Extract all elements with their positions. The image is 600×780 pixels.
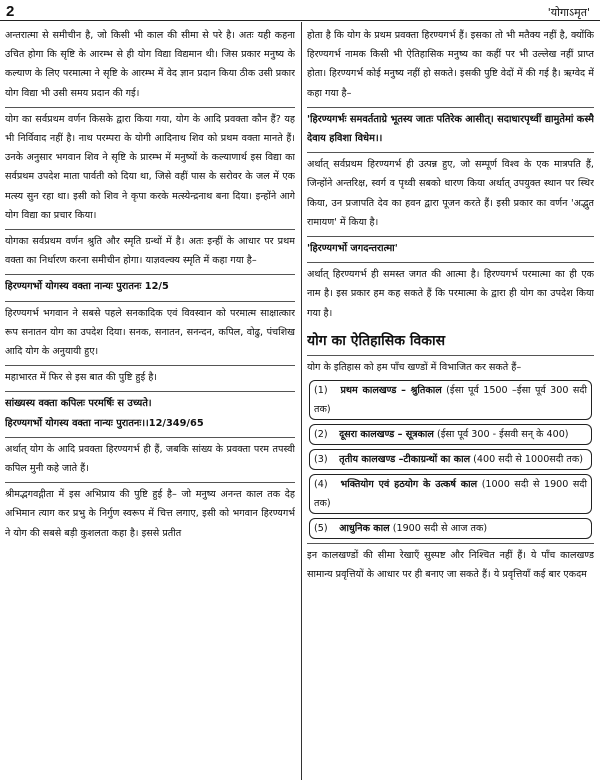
divider	[5, 301, 295, 302]
column-divider	[301, 22, 302, 780]
right-column	[307, 26, 594, 778]
period-number: (2)	[314, 429, 328, 441]
sanskrit-quote: हिरण्यगर्भो योगस्य वक्ता नान्यः पुरातनः 12/5	[5, 281, 169, 293]
period-item	[309, 424, 592, 445]
divider	[307, 543, 594, 544]
divider	[5, 391, 295, 392]
page-number: 2	[6, 3, 15, 20]
sanskrit-quote: 'हिरण्यगर्भो जगदन्तरात्मा'	[307, 243, 398, 255]
period-number: (4)	[314, 479, 328, 491]
period-name: तृतीय कालखण्ड –टीकाग्रन्थों का काल	[339, 454, 471, 466]
divider	[5, 274, 295, 275]
divider	[307, 236, 594, 237]
period-item	[309, 518, 592, 539]
paragraph: श्रीमद्भगवद्गीता में इस अभिप्राय की पुष्टि हुई है– जो मनुष्य अनन्त काल तक देह अभिमान त्याग कर प्रभु के निर्गुण स्वरूप में चित्त लगाए, इसी को भगवान हिरण्यगर्भ ने योग की सबसे बड़ी कुशलता कहा है। इससे प्रतीत	[5, 489, 295, 539]
paragraph: योगका सर्वप्रथम वर्णन श्रुति और स्मृति ग्रन्थों में है। अतः इन्हीं के आधार पर प्रथम वक्ता का निर्धारण करना समीचीन होगा। याज्ञवल्क्य स्मृति में कहा गया है–	[5, 236, 295, 267]
divider	[5, 229, 295, 230]
paragraph: योग का सर्वप्रथम वर्णन किसके द्वारा किया गया, योग के आदि प्रवक्ता कौन हैं? यह भी निर्विवाद नहीं है। नाथ परम्परा के योगी आदिनाथ शिव को प्रथम वक्ता मानते हैं। उनके अनुसार भगवान शिव ने सृष्टि के प्रारम्भ में मनुष्यों के कल्याणार्थ इस विद्या का सर्वप्रथम उपदेश माता पार्वती को दिया था, जिसे वहीं पास के सरोवर के जल में एक मत्स्य सुन रहा था। इसी को शिव ने कृपा करके मत्स्येन्द्रनाथ बना दिया। इन्होंने आगे योग विद्या का प्रचार किया।	[5, 113, 295, 221]
header-rule	[0, 20, 600, 21]
period-item	[309, 474, 592, 514]
period-detail: (ईसा पूर्व 1500 –ईसा पूर्व 300 सदी तक)	[314, 385, 587, 416]
sanskrit-quote: हिरण्यगर्भो योगस्य वक्ता नान्यः पुरातनः।।12/349/65	[5, 417, 204, 429]
paragraph: हिरण्यगर्भ भगवान ने सबसे पहले सनकादिक एवं विवस्वान को परमात्म साक्षात्कार रूप सनातन योग का उपदेश दिया। सनक, सनातन, सनन्दन, कपिल, वोढु, पंचशिख आदि योग के अनुयायी हुए।	[5, 307, 295, 358]
divider	[307, 152, 594, 153]
paragraph: अर्थात् सर्वप्रथम हिरण्यगर्भ ही उत्पन्न हुए, जो सम्पूर्ण विश्व के एक मात्रपति हैं, जिन्होंने अन्तरिक्ष, स्वर्ग व पृथ्वी सबको धारण किया अर्थात् उपयुक्त स्थान पर स्थिर किया, उन प्रजापति देव का हवन द्वारा पूजन करते हैं। इसी प्रकार का वर्णन 'अद्भुत रामायण' में किया है।	[307, 159, 594, 228]
period-detail: (1900 सदी से आज तक)	[392, 523, 488, 535]
left-column	[5, 26, 295, 778]
sanskrit-quote: 'हिरण्यगर्भः समवर्तताग्रे भूतस्य जातः पतिरेक आसीत्। सदाधारपृथ्वीं द्यामुतेमां कस्मै देवाय हविशा विधेम।।	[307, 113, 594, 145]
period-number: (5)	[314, 523, 328, 535]
period-number: (3)	[314, 454, 328, 466]
page-header	[0, 0, 600, 22]
paragraph: अन्तरात्मा से समीचीन है, जो किसी भी काल की सीमा से परे है। अतः यही कहना उचित होगा कि सृष्टि के आरम्भ से ही योग विद्या विद्यमान थी। जिस प्रकार मनुष्य के कल्याण के लिए परमात्मा ने सृष्टि के आरम्भ में वेद ज्ञान प्रदान किया ठीक उसी प्रकार योग विद्या भी उसी समय प्रदान की गई।	[5, 30, 295, 99]
period-detail: (ईसा पूर्व 300 - ईसवी सन् के 400)	[436, 429, 569, 441]
paragraph: योग के इतिहास को हम पाँच खण्डों में विभाजित कर सकते हैं–	[307, 361, 522, 373]
sanskrit-quote: सांख्यस्य वक्ता कपिलः परमर्षिः स उच्यते।	[5, 398, 152, 410]
period-name: दूसरा कालखण्ड – सूत्रकाल	[339, 429, 434, 441]
divider	[5, 482, 295, 483]
paragraph: अर्थात् योग के आदि प्रवक्ता हिरण्यगर्भ ही हैं, जबकि सांख्य के प्रवक्ता परम तपस्वी कपिल मुनी कहे जाते हैं।	[5, 443, 295, 475]
divider	[307, 107, 594, 108]
period-detail: (1000 सदी से 1900 सदी तक)	[314, 479, 587, 510]
divider	[5, 437, 295, 438]
paragraph: अर्थात् हिरण्यगर्भ ही समस्त जगत की आत्मा है। हिरण्यगर्भ परमात्मा का ही एक नाम है। इस प्रकार हम कह सकते हैं कि परमात्मा के द्वारा ही योग का उपदेश किया गया है।	[307, 269, 594, 319]
period-name: प्रथम कालखण्ड – श्रुतिकाल	[340, 385, 442, 397]
paragraph: महाभारत में फिर से इस बात की पुष्टि हुई है।	[5, 372, 157, 384]
section-heading: योग का ऐतिहासिक विकास	[307, 332, 446, 349]
period-name: आधुनिक काल	[339, 523, 390, 535]
running-title: 'योगाऽमृत'	[547, 6, 590, 19]
paragraph: होता है कि योग के प्रथम प्रवक्ता हिरण्यगर्भ हैं। इसका तो भी मतैक्य नहीं है, क्योंकि हिरण्यगर्भ नामक किसी भी ऐतिहासिक मनुष्य का कहीं पर भी उल्लेख नहीं प्राप्त होता। हिरण्यगर्भ कोई मनुष्य नहीं हो सकते। इसकी पुष्टि वेदों में की गई है। ऋग्वेद में कहा गया है–	[307, 30, 594, 99]
divider	[5, 107, 295, 108]
divider	[307, 262, 594, 263]
period-item	[309, 380, 592, 420]
divider	[307, 355, 594, 356]
period-number: (1)	[314, 385, 328, 397]
period-item	[309, 449, 592, 470]
period-detail: (400 सदी से 1000सदी तक)	[473, 454, 584, 466]
divider	[5, 365, 295, 366]
period-name: भक्तियोग एवं हठयोग के उत्कर्ष काल	[340, 479, 478, 491]
paragraph: इन कालखण्डों की सीमा रेखाएँ सुस्पष्ट और निश्चित नहीं हैं। ये पाँच कालखण्ड सामान्य प्रवृत्तियों के आधार पर ही बनाए जा सकते हैं। ये प्रवृत्तियाँ कई बार एकदम	[307, 550, 594, 581]
